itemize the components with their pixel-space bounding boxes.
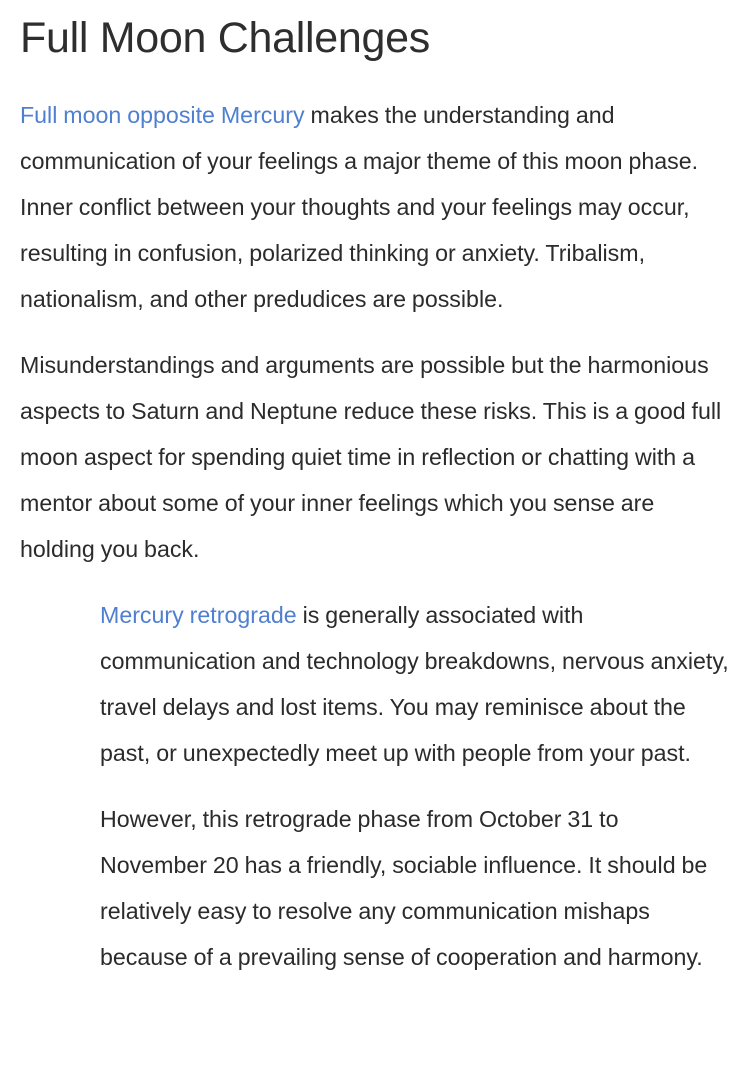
full-moon-opposite-mercury-link[interactable]: Full moon opposite Mercury	[20, 102, 305, 128]
paragraph-retrograde-phase	[100, 796, 730, 980]
paragraph-text: However, this retrograde phase from October 31 to November 20 has a friendly, sociable influence. It should be relatively easy to resolve any communication mishaps because of a prevailing sense of cooperation and harmony.	[100, 806, 708, 970]
paragraph-text: is generally associated with communication and technology breakdowns, nervous anxiety, travel delays and lost items. You may reminisce about the past, or unexpectedly meet up with people from your past.	[100, 602, 729, 766]
paragraph-text: Misunderstandings and arguments are possible but the harmonious aspects to Saturn and Neptune reduce these risks. This is a good full moon aspect for spending quiet time in reflection or chatting with a mentor about some of your inner feelings which you sense are holding you back.	[20, 352, 722, 562]
paragraph-full-moon-mercury	[20, 92, 735, 322]
paragraph-misunderstandings	[20, 342, 735, 572]
page-title: Full Moon Challenges	[20, 14, 430, 62]
mercury-retrograde-link[interactable]: Mercury retrograde	[100, 602, 297, 628]
blockquote-mercury-retrograde	[100, 592, 730, 980]
paragraph-mercury-retrograde	[100, 592, 730, 776]
paragraph-text: makes the understanding and communication of your feelings a major theme of this moon phase. Inner conflict between your thoughts and your feelings may occur, resulting in confusion, polarized thinking or anxiety. Tribalism, nationalism, and other predudices are possible.	[20, 102, 699, 312]
